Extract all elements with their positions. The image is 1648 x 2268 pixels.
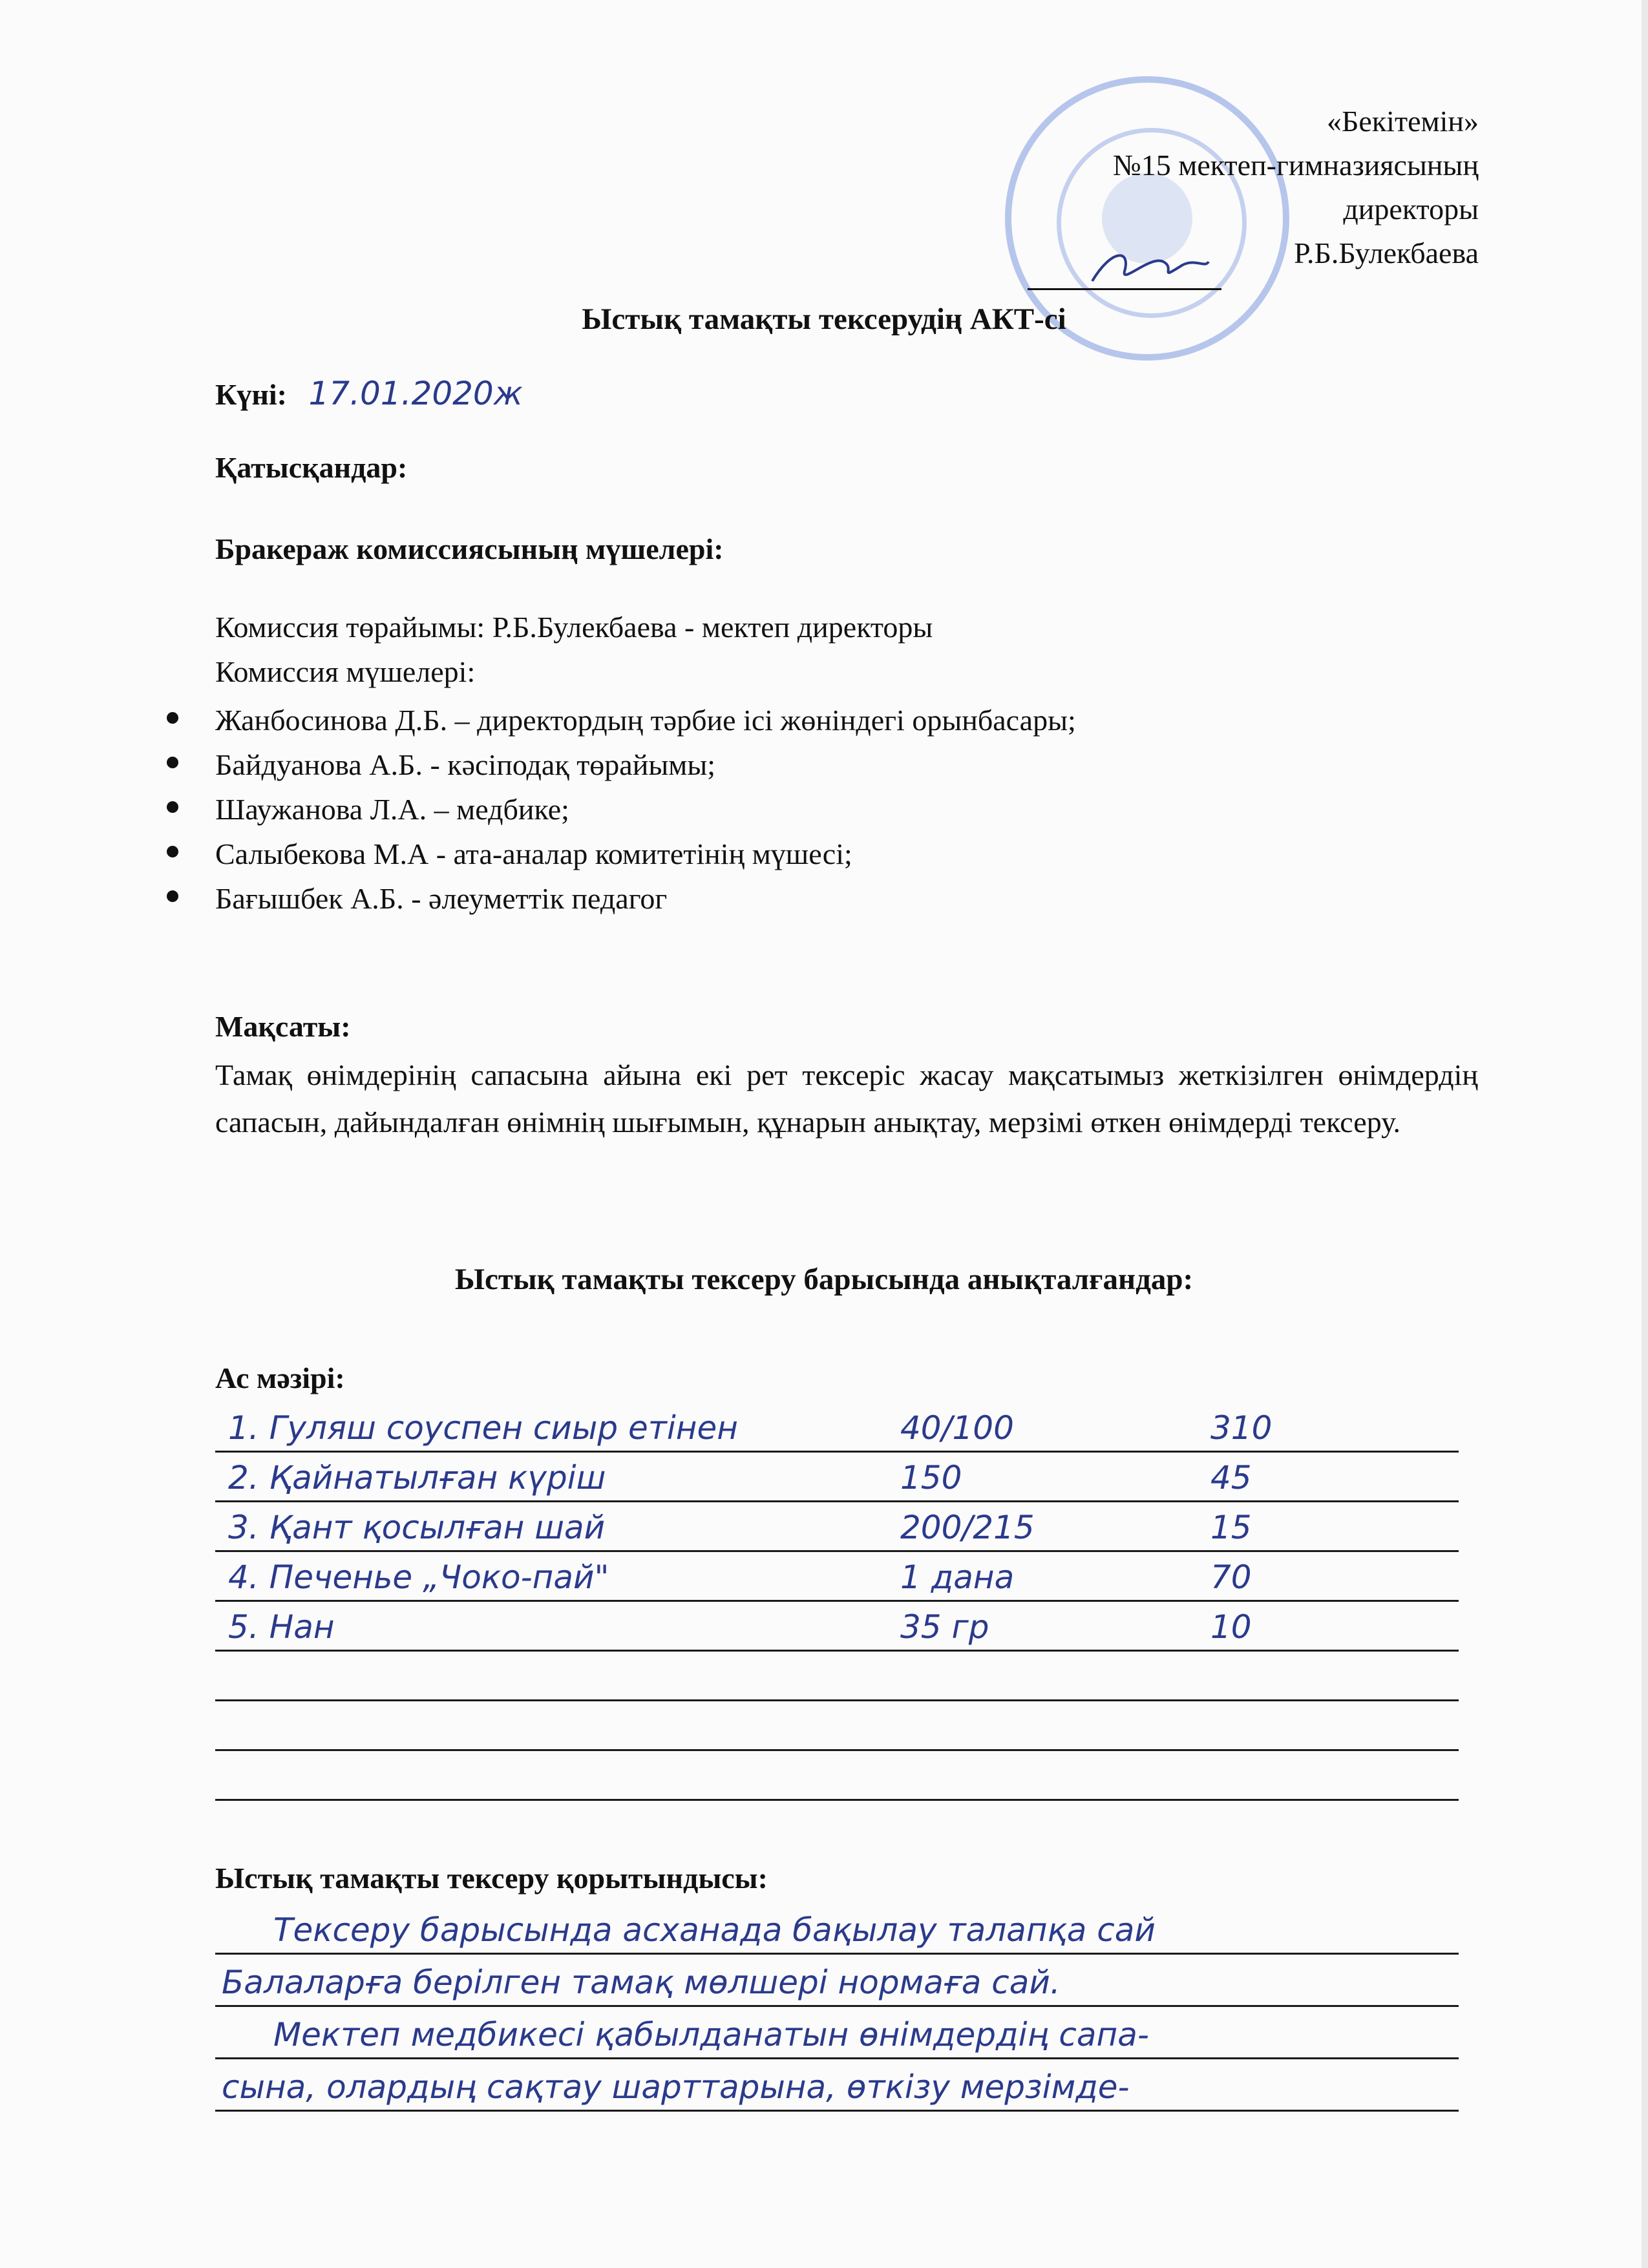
bullet-icon (167, 757, 178, 768)
menu-row (215, 1459, 1459, 1500)
ruled-line (215, 1550, 1459, 1552)
menu-item-price: 70 (1210, 1559, 1252, 1596)
ruled-line (215, 1749, 1459, 1751)
findings-heading: Ыстық тамақты тексеру барысында анықталғандар: (454, 1263, 1194, 1296)
menu-item-qty: 35 гр (900, 1608, 989, 1646)
list-item: Бағышбек А.Б. - әлеуметтік педагог (167, 876, 1076, 921)
list-item: Салыбекова М.А - ата-аналар комитетінің мүшесі; (167, 832, 1076, 876)
scan-edge (1642, 0, 1648, 2268)
ruled-line (215, 2005, 1459, 2007)
menu-row (215, 1608, 1459, 1650)
menu-row (215, 1409, 1459, 1451)
menu-item-qty: 200/215 (900, 1509, 1035, 1546)
menu-item-price: 10 (1210, 1608, 1252, 1646)
ruled-line (215, 2057, 1459, 2059)
director-signature (1086, 242, 1215, 294)
approval-line-3: директоры (1343, 193, 1479, 226)
menu-item-price: 310 (1210, 1409, 1273, 1447)
bullet-icon (167, 890, 178, 902)
conclusion-heading: Ыстық тамақты тексеру қорытындысы: (215, 1862, 768, 1895)
date-value: 17.01.2020ж (308, 375, 523, 412)
approval-line-1: «Бекітемін» (1327, 105, 1479, 138)
conclusion-line: сына, олардың сақтау шарттарына, өткізу мерзімде- (222, 2068, 1130, 2106)
commission-members-label: Комиссия мүшелері: (215, 655, 476, 688)
conclusion-line: Тексеру барысында асханада бақылау талапқа сай (273, 1911, 1156, 1949)
purpose-heading: Мақсаты: (215, 1010, 351, 1043)
ruled-line (215, 1953, 1459, 1955)
ruled-line (215, 1799, 1459, 1801)
conclusion-line: Мектеп медбикесі қабылданатын өнімдердің сапа- (273, 2016, 1149, 2053)
menu-item-name: 4. Печенье „Чоко-пай" (228, 1559, 609, 1596)
menu-item-price: 45 (1210, 1459, 1252, 1496)
commission-chair: Комиссия төрайымы: Р.Б.Булекбаева - мектеп директоры (215, 611, 933, 644)
list-item: Шаужанова Л.А. – медбике; (167, 787, 1076, 832)
conclusion-line: Балаларға берілген тамақ мөлшері нормаға сай. (222, 1964, 1061, 2001)
menu-item-qty: 150 (900, 1459, 962, 1496)
ruled-line (215, 1650, 1459, 1652)
bullet-icon (167, 712, 178, 724)
ruled-line (215, 1500, 1459, 1502)
list-item: Жанбосинова Д.Б. – директордың тәрбие ісі жөніндегі орынбасары; (167, 698, 1076, 742)
participants-label: Қатысқандар: (215, 451, 408, 484)
approval-line-4: Р.Б.Булекбаева (1294, 236, 1479, 269)
menu-item-name: 2. Қайнатылған күріш (228, 1459, 606, 1496)
menu-item-name: 3. Қант қосылған шай (228, 1509, 606, 1546)
purpose-text: Тамақ өнімдерінің сапасына айына екі рет тексеріс жасау мақсатымыз жеткізілген өнімдердің сапасын, дайындалған өнімнің шығымын, құнарын анықтау, мерзімі өткен өнімдерді тексеру. (215, 1058, 1478, 1139)
ruled-line (215, 1600, 1459, 1602)
date-row (215, 375, 523, 412)
bullet-icon (167, 801, 178, 813)
date-label: Күні: (215, 378, 287, 411)
ruled-line (215, 1699, 1459, 1701)
ruled-line (215, 2110, 1459, 2112)
list-item: Байдуанова А.Б. - кәсіподақ төрайымы; (167, 742, 1076, 787)
menu-heading: Ас мәзірі: (215, 1361, 345, 1394)
menu-item-qty: 40/100 (900, 1409, 1014, 1447)
ruled-line (215, 1451, 1459, 1453)
document-title: Ыстық тамақты тексерудің АКТ-сі (582, 302, 1066, 336)
menu-item-name: 5. Нан (228, 1608, 335, 1646)
approval-line-2: №15 мектеп-гимназиясының (1112, 149, 1479, 182)
menu-item-name: 1. Гуляш соуспен сиыр етінен (228, 1409, 738, 1447)
menu-item-price: 15 (1210, 1509, 1252, 1546)
menu-item-qty: 1 дана (900, 1559, 1015, 1596)
menu-row (215, 1511, 1459, 1550)
bullet-icon (167, 846, 178, 857)
commission-members-list (167, 698, 1076, 921)
commission-heading: Бракераж комиссиясының мүшелері: (215, 532, 724, 565)
menu-row (215, 1561, 1459, 1600)
